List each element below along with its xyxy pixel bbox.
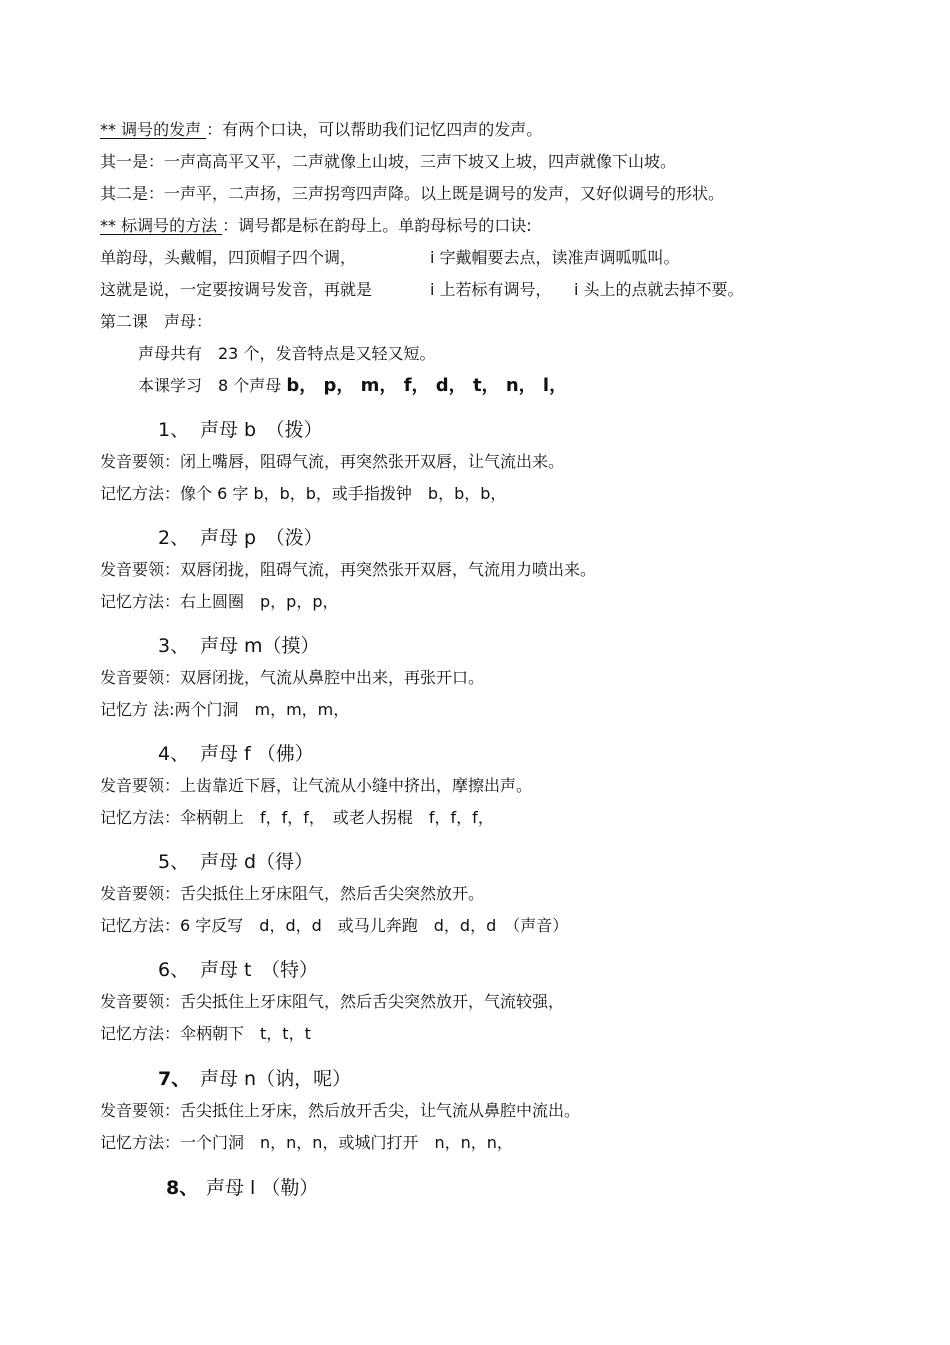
section-heading-p: 2、 声母 p （泼） <box>158 527 323 549</box>
memory-b: 记忆方法：像个 6 字 b，b，b，或手指拨钟 b，b，b， <box>100 484 507 503</box>
intro-text: 有两个口诀，可以帮助我们记忆四声的发声。 <box>222 120 543 139</box>
section-heading-b: 1、 声母 b （拨） <box>158 419 323 441</box>
intro-line-rhyme-one: 其一是：一声高高平又平，二声就像上山坡，三声下坡又上坡，四声就像下山坡。 <box>100 152 677 171</box>
intro-line-tone-sound <box>100 120 542 140</box>
memory-m: 记忆方 法:两个门洞 m，m，m， <box>100 700 350 719</box>
section-heading-f: 4、 声母 f （佛） <box>158 743 314 765</box>
tone-marking-term: ** 标调号的方法 <box>100 216 218 235</box>
pronunciation-b: 发音要领：闭上嘴唇，阻碍气流，再突然张开双唇，让气流出来。 <box>100 452 565 471</box>
memory-n: 记忆方法：一个门洞 n，n，n，或城门打开 n，n，n， <box>100 1133 513 1152</box>
intro-line-rhyme-two: 其二是：一声平，二声扬，三声拐弯四声降。以上既是调号的发声，又好似调号的形状。 <box>100 184 725 203</box>
section-heading-n: 7、 声母 n（讷，呢） <box>158 1068 352 1090</box>
section-heading-m: 3、 声母 m（摸） <box>158 635 320 657</box>
intro-line-explanation: 这就是说，一定要按调号发音，再就是 i 上若标有调号， i 头上的点就去掉不要。 <box>100 280 744 299</box>
pronunciation-t: 发音要领：舌尖抵住上牙床阻气，然后舌尖突然放开，气流较强， <box>100 992 565 1011</box>
section-heading-t: 6、 声母 t （特） <box>158 959 318 981</box>
pronunciation-m: 发音要领：双唇闭拢，气流从鼻腔中出来，再张开口。 <box>100 668 485 687</box>
pronunciation-p: 发音要领：双唇闭拢，阻碍气流，再突然张开双唇，气流用力喷出来。 <box>100 560 597 579</box>
pronunciation-d: 发音要领：舌尖抵住上牙床阻气，然后舌尖突然放开。 <box>100 884 485 903</box>
intro-line-tone-marking <box>100 216 532 236</box>
intro-text: 调号都是标在韵母上。单韵母标号的口诀: <box>238 216 532 235</box>
memory-t: 记忆方法：伞柄朝下 t，t，t <box>100 1024 311 1043</box>
intro-line-single-vowel-rhyme: 单韵母，头戴帽，四顶帽子四个调， i 字戴帽要去点，读准声调呱呱叫。 <box>100 248 680 267</box>
memory-f: 记忆方法：伞柄朝上 f，f，f， 或老人拐棍 f，f，f， <box>100 808 494 827</box>
pronunciation-n: 发音要领：舌尖抵住上牙床，然后放开舌尖，让气流从鼻腔中流出。 <box>100 1101 581 1120</box>
tone-sound-term: ** 调号的发声 <box>100 120 202 139</box>
memory-p: 记忆方法：右上圆圈 p，p，p， <box>100 592 339 611</box>
pronunciation-f: 发音要领：上齿靠近下唇，让气流从小缝中挤出，摩擦出声。 <box>100 776 533 795</box>
initials-list: b， p， m， f， d， t， n， l， <box>286 375 568 396</box>
colon: ： <box>222 216 239 235</box>
lesson-title: 第二课 声母： <box>100 312 213 331</box>
lesson-summary: 声母共有 23 个，发音特点是又轻又短。 <box>138 344 436 363</box>
colon: ： <box>206 120 223 139</box>
memory-d: 记忆方法：6 字反写 d，d，d 或马儿奔跑 d，d，d （声音） <box>100 916 569 935</box>
section-heading-d: 5、 声母 d（得） <box>158 851 314 873</box>
lesson-study-line: 本课学习 8 个声母 b， p， m， f， d， t， n， l， <box>138 375 568 396</box>
section-heading-l: 8、 声母 l （勒） <box>166 1177 319 1199</box>
